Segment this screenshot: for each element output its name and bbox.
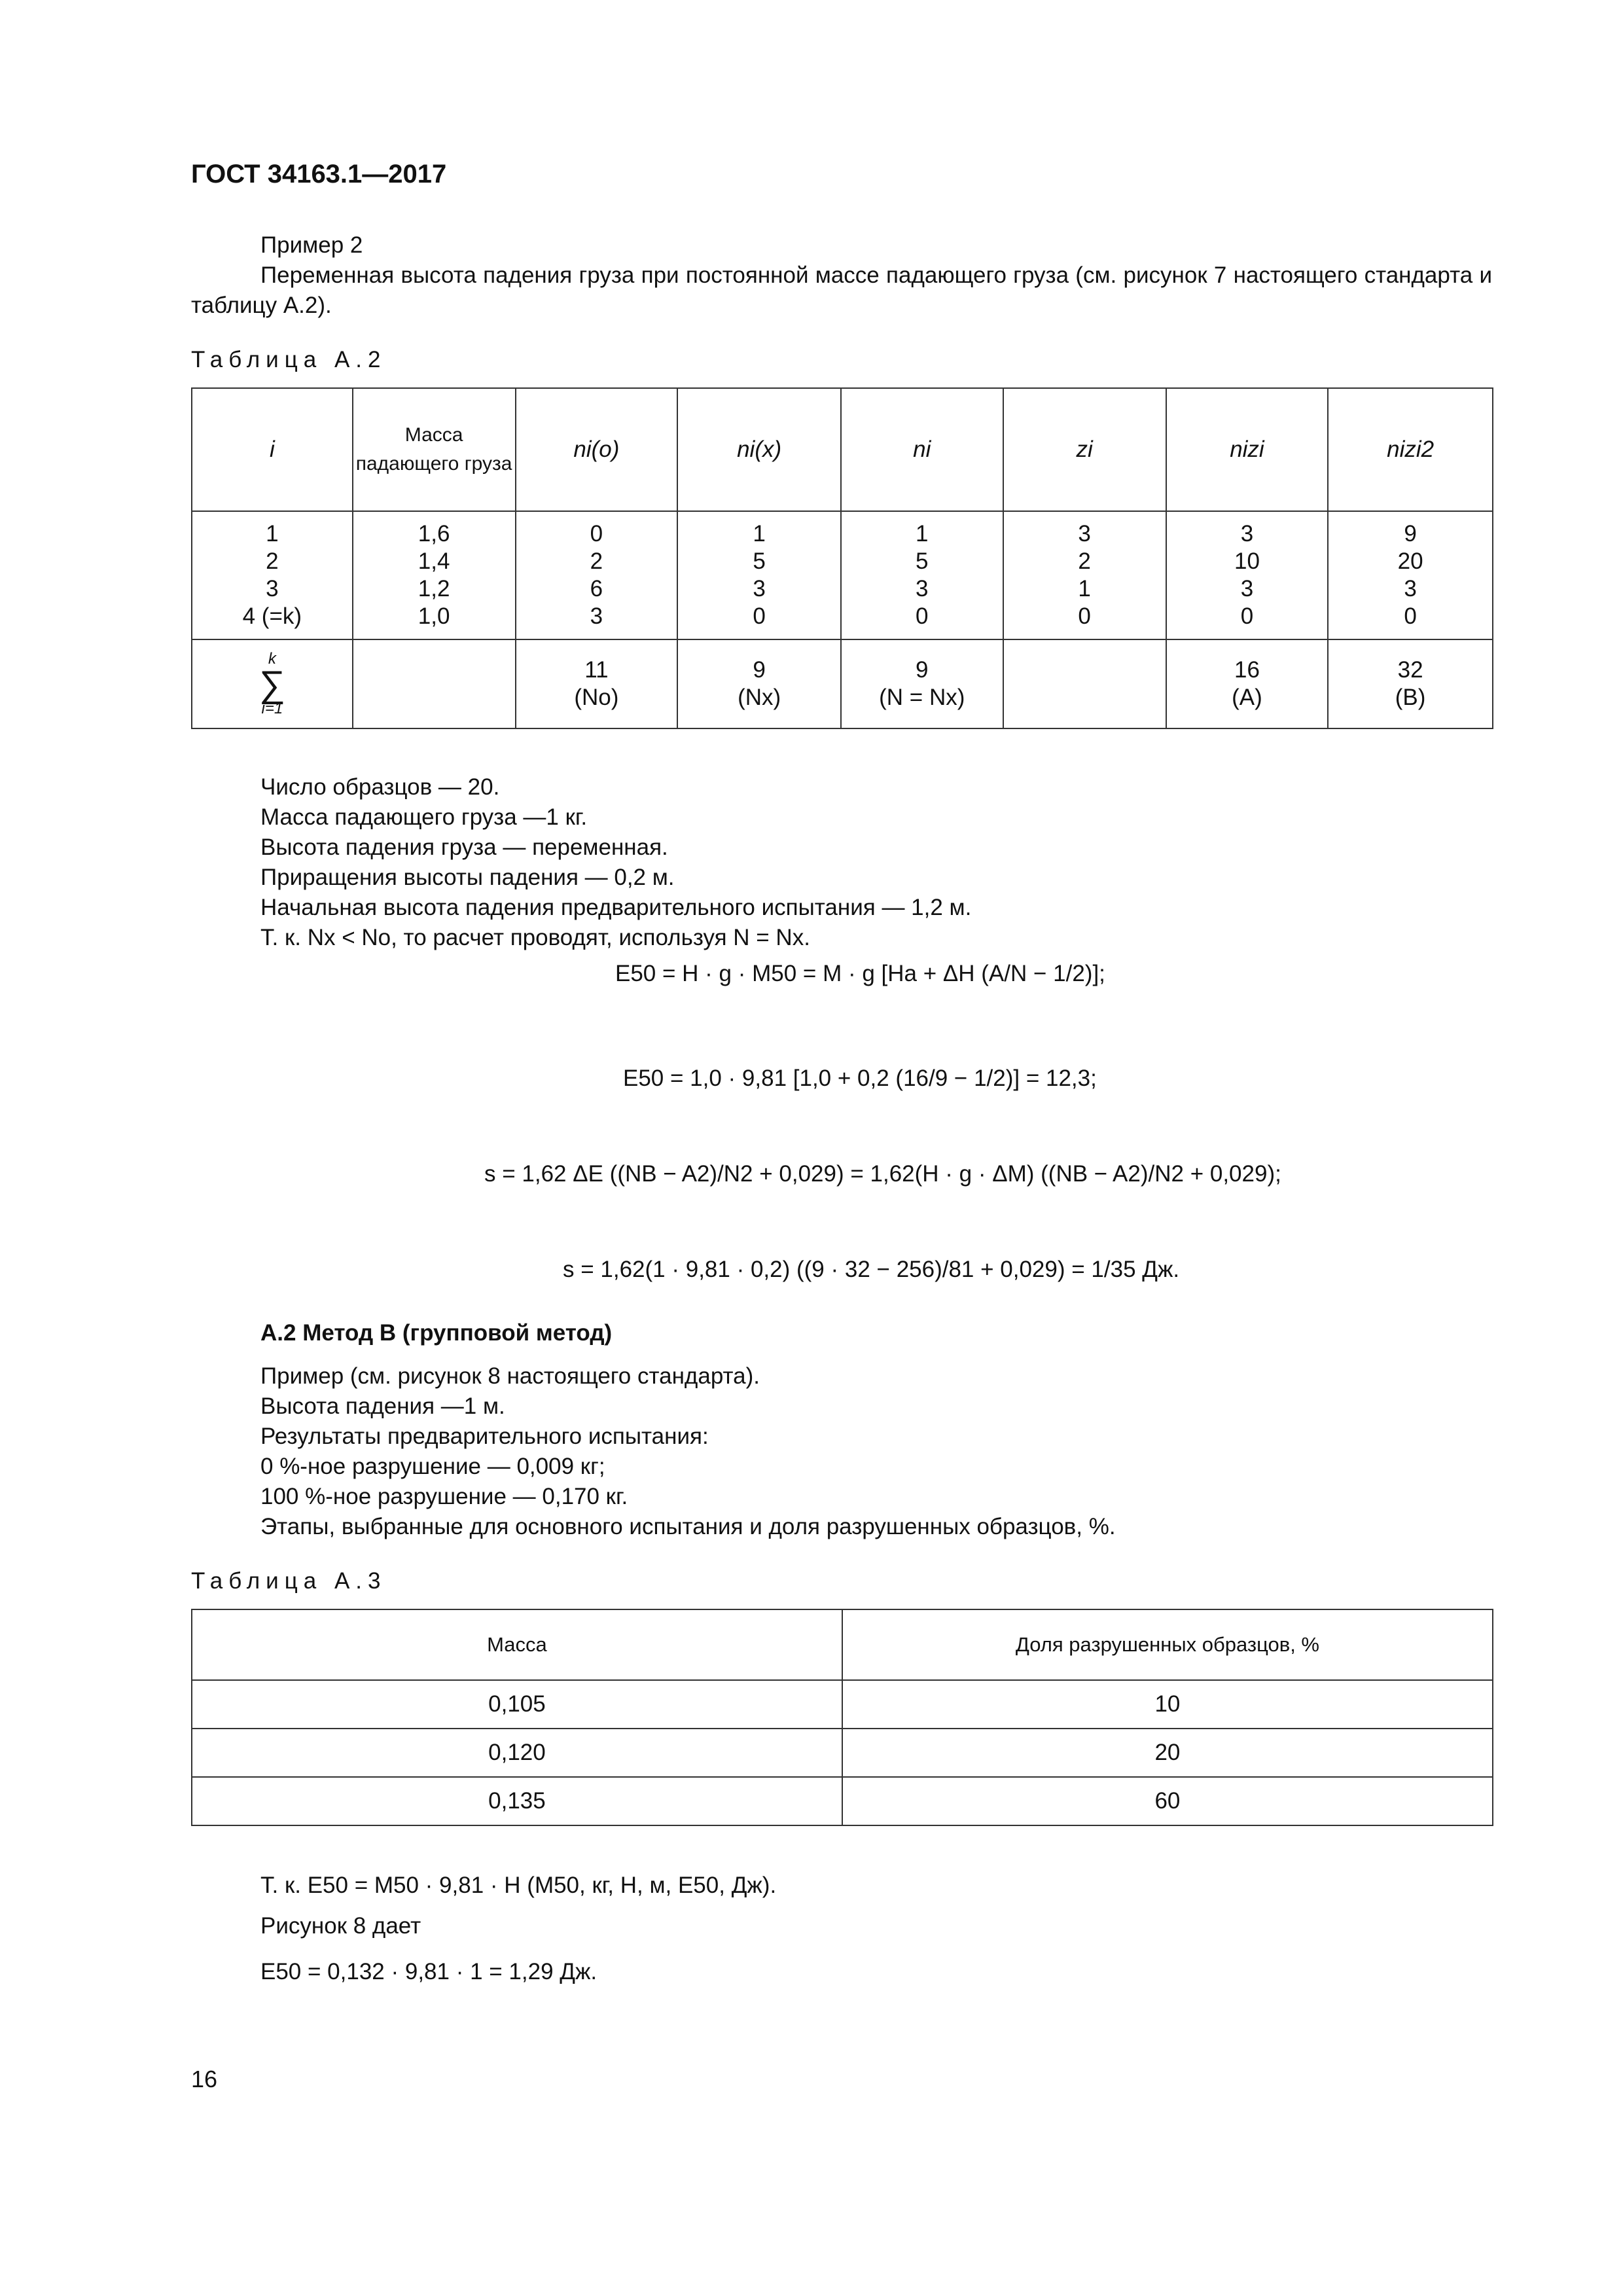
table-row-share: 10: [842, 1680, 1493, 1729]
header-nz: nizi: [1166, 388, 1329, 511]
param-line: Т. к. Nx < Nо, то расчет проводят, используя N = Nx.: [260, 925, 810, 950]
section-line: Результаты предварительного испытания:: [260, 1424, 709, 1449]
header-n-x: ni(x): [677, 388, 841, 511]
col-mass: 1,6 1,4 1,2 1,0: [353, 511, 516, 639]
table-row-mass: 0,105: [192, 1680, 842, 1729]
header-i: i: [192, 388, 353, 511]
sum-icon: ∑: [259, 663, 285, 704]
sum-n-x: 9 (Nx): [677, 639, 841, 728]
header-n-o: ni(о): [516, 388, 678, 511]
col-z-i: 3 2 1 0: [1003, 511, 1166, 639]
table-row-share: 20: [842, 1729, 1493, 1777]
table-a2-caption: Таблица А.2: [191, 347, 387, 372]
col-n-i: 1 5 3 0: [841, 511, 1003, 639]
section-line: Пример (см. рисунок 8 настоящего стандарта).: [260, 1363, 760, 1389]
header-mass: Масса падающего груза: [353, 388, 516, 511]
table-row-share: 60: [842, 1777, 1493, 1825]
table-row-mass: 0,120: [192, 1729, 842, 1777]
col-n-o: 0 2 6 3: [516, 511, 678, 639]
sum-upper: k: [268, 650, 276, 668]
col-nz: 3 10 3 0: [1166, 511, 1329, 639]
param-line: Высота падения груза — переменная.: [260, 834, 668, 860]
header-share: Доля разрушенных образцов, %: [842, 1609, 1493, 1680]
sum-z-cell: [1003, 639, 1166, 728]
section-a2-lines: [260, 1361, 1116, 1542]
col-nz2: 9 20 3 0: [1328, 511, 1493, 639]
sum-nz: 16 (A): [1166, 639, 1329, 728]
footer-line-1: Т. к. E50 = M50 · 9,81 · H (M50, кг, H, м, E50, Дж).: [260, 1873, 777, 1898]
table-a3-caption: Таблица А.3: [191, 1568, 387, 1594]
sum-n-i: 9 (N = Nx): [841, 639, 1003, 728]
example-title: Пример 2: [260, 232, 363, 258]
sum-symbol-cell: [192, 639, 353, 728]
table-a2: [191, 387, 1493, 729]
param-line: Начальная высота падения предварительного испытания — 1,2 м.: [260, 895, 972, 920]
param-line: Число образцов — 20.: [260, 774, 500, 800]
document-header: ГОСТ 34163.1—2017: [191, 160, 447, 188]
section-line: Высота падения —1 м.: [260, 1393, 505, 1419]
footer-line-2: Рисунок 8 дает: [260, 1913, 421, 1939]
example-text: Переменная высота падения груза при постоянной массе падающего груза (см. рисунок 7 настоящего стандарта и таблицу А.2).: [191, 262, 1492, 318]
table-row-mass: 0,135: [192, 1777, 842, 1825]
col-i: 1 2 3 4 (=k): [192, 511, 353, 639]
header-nz2: nizi2: [1328, 388, 1493, 511]
sum-n-o: 11 (Nо): [516, 639, 678, 728]
param-line: Масса падающего груза —1 кг.: [260, 804, 588, 830]
col-n-x: 1 5 3 0: [677, 511, 841, 639]
sum-mass-cell: [353, 639, 516, 728]
formula-4: s = 1,62(1 · 9,81 · 0,2) ((9 · 32 − 256)/81 + 0,029) = 1/35 Дж.: [563, 1257, 1180, 1282]
footer-line-3: E50 = 0,132 · 9,81 · 1 = 1,29 Дж.: [260, 1959, 597, 1984]
section-line: Этапы, выбранные для основного испытания и доля разрушенных образцов, %.: [260, 1514, 1116, 1539]
section-a2-title: А.2 Метод В (групповой метод): [260, 1320, 613, 1346]
table-a3: [191, 1609, 1493, 1826]
header-z-i: zi: [1003, 388, 1166, 511]
param-line: Приращения высоты падения — 0,2 м.: [260, 865, 675, 890]
formula-1: E50 = H · g · M50 = M · g [Ha + ΔH (A/N − 1/2)];: [615, 961, 1105, 986]
sum-nz2: 32 (B): [1328, 639, 1493, 728]
section-line: 100 %-ное разрушение — 0,170 кг.: [260, 1484, 628, 1509]
section-line: 0 %-ное разрушение — 0,009 кг;: [260, 1454, 605, 1479]
params-list: [260, 772, 971, 953]
formula-2: E50 = 1,0 · 9,81 [1,0 + 0,2 (16/9 − 1/2)] = 12,3;: [623, 1066, 1097, 1091]
sum-lower: i=1: [261, 700, 283, 717]
formula-3: s = 1,62 ΔE ((NB − A2)/N2 + 0,029) = 1,62(H · g · ΔM) ((NB − A2)/N2 + 0,029);: [484, 1161, 1281, 1187]
header-mass: Масса: [192, 1609, 842, 1680]
page-number: 16: [191, 2066, 218, 2092]
header-n-i: ni: [841, 388, 1003, 511]
